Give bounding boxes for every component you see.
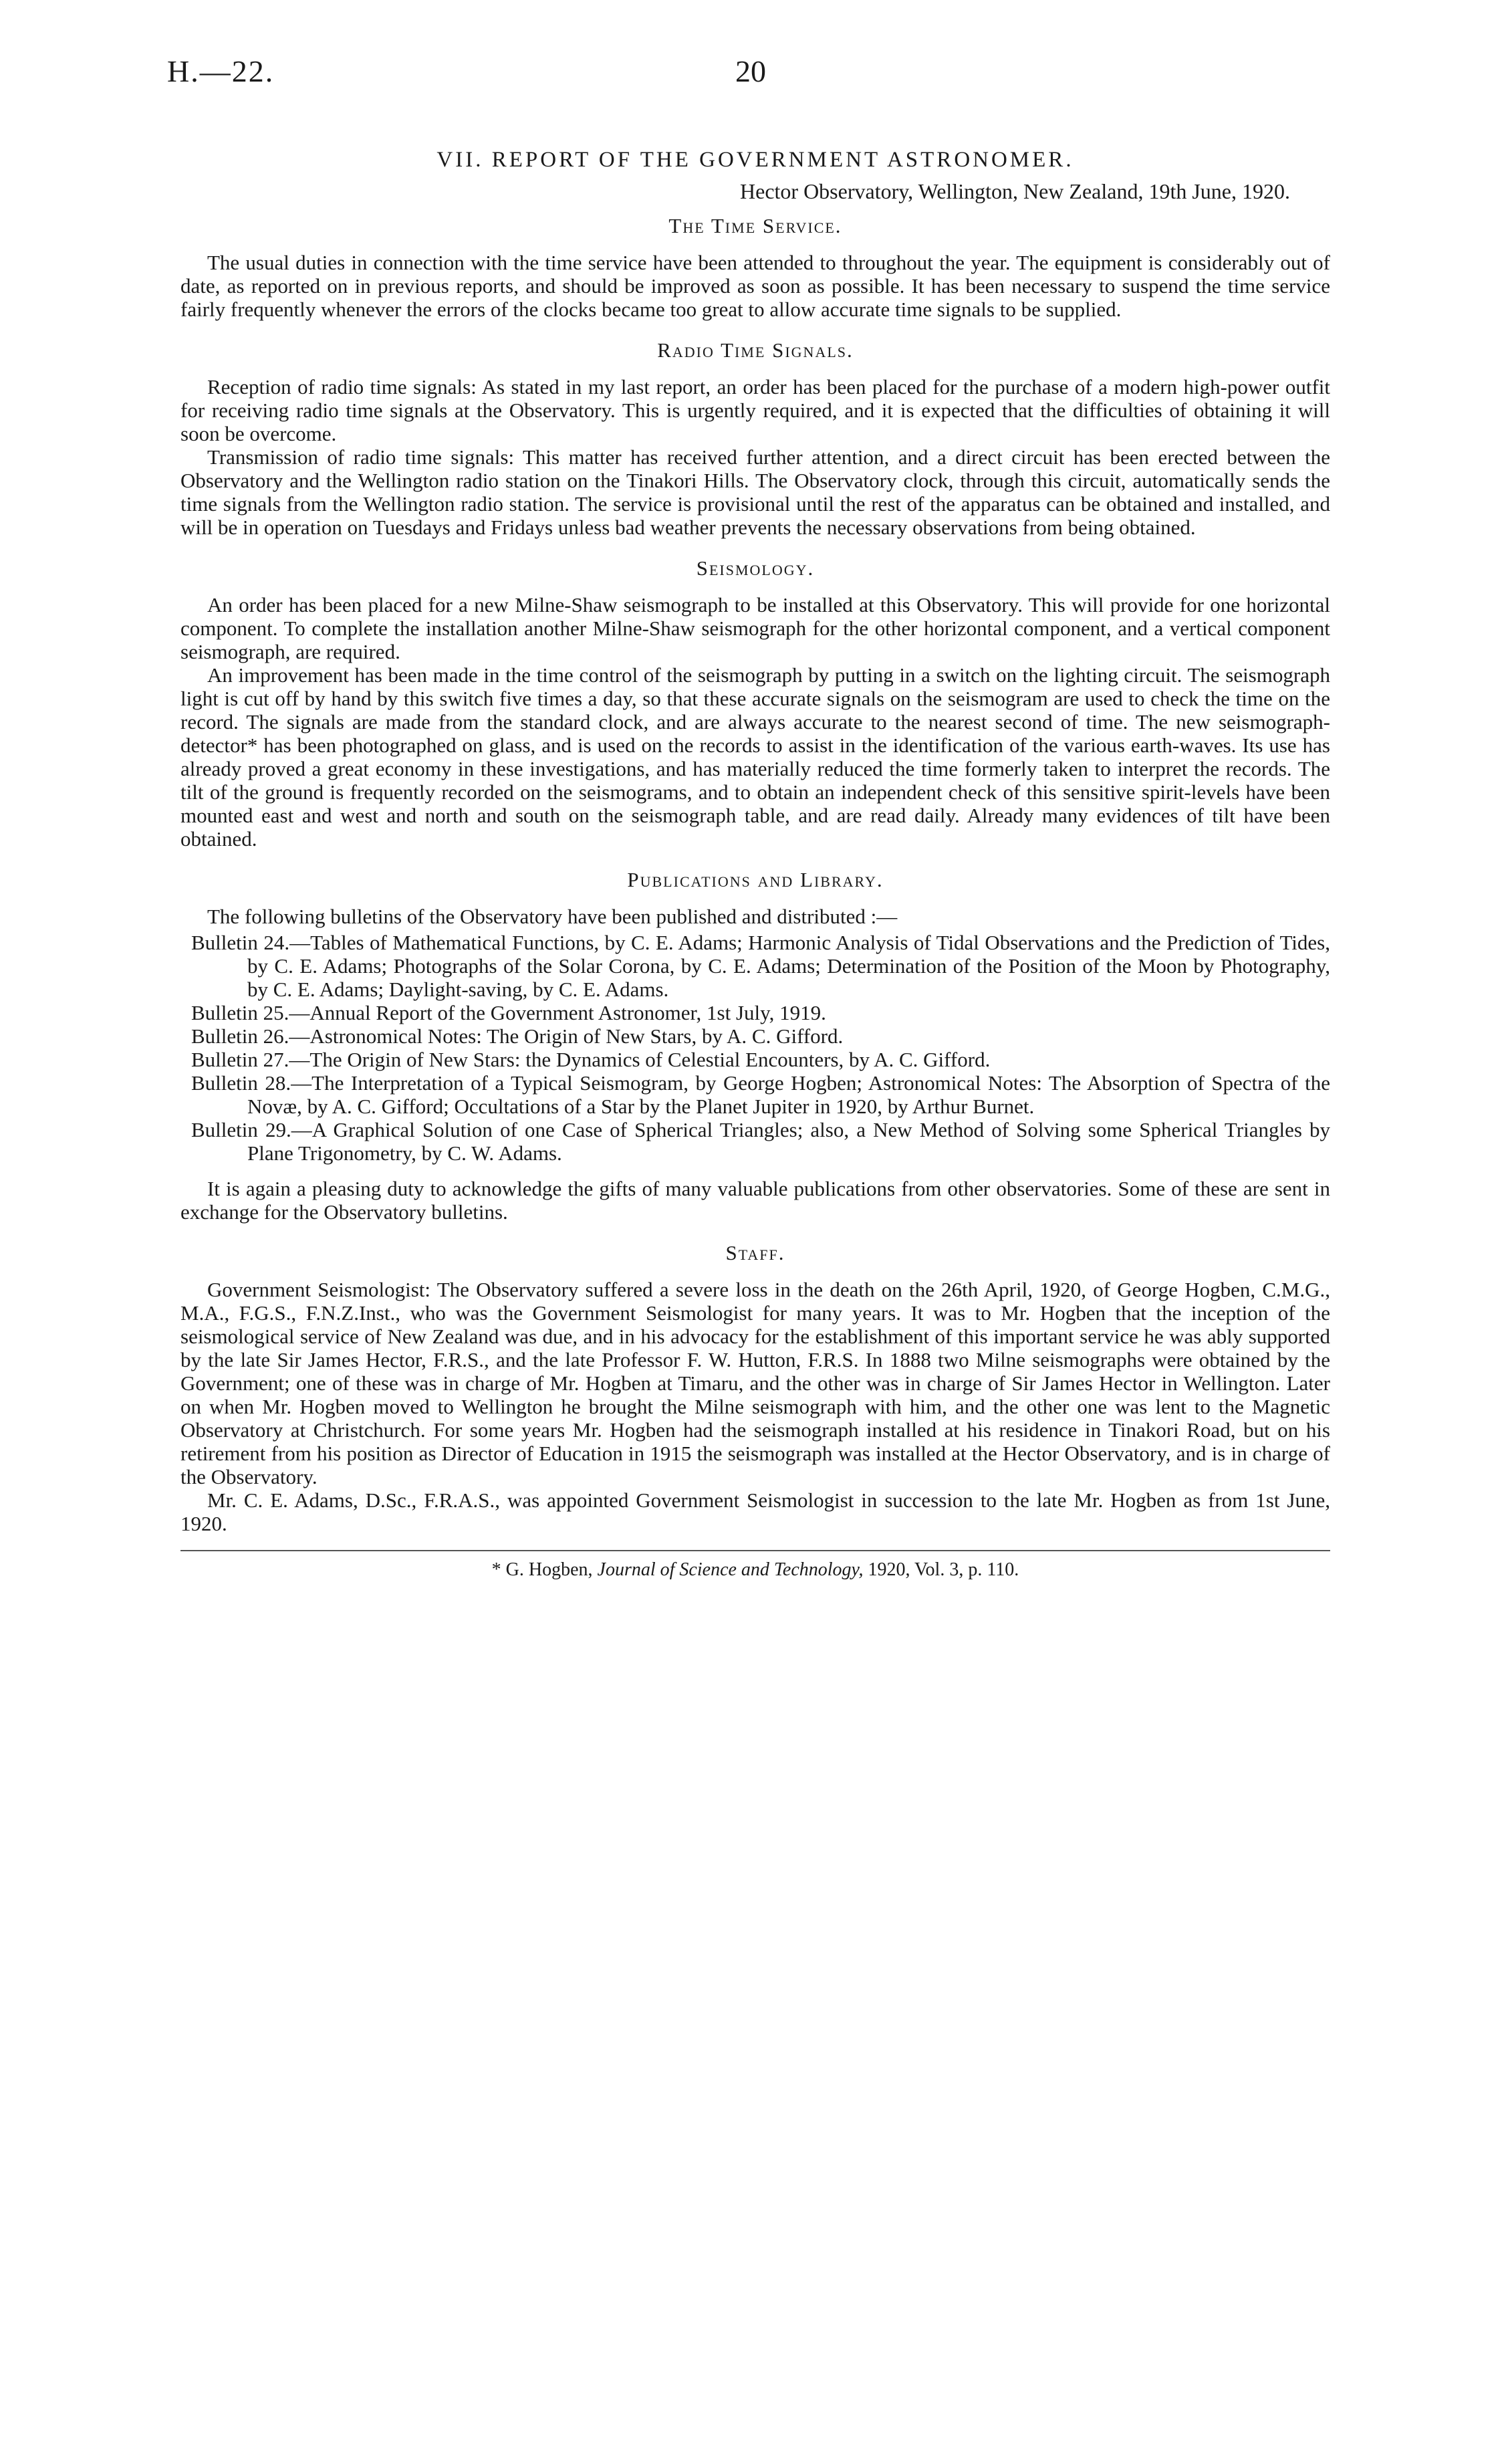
document-reference: H.—22. (167, 54, 275, 88)
heading-publications: Publications and Library. (627, 868, 884, 891)
bulletin-item: Bulletin 25.—Annual Report of the Government Astronomer, 1st July, 1919. (191, 1001, 826, 1024)
footnote (180, 1558, 1330, 1581)
heading-seismology: Seismology. (696, 556, 815, 580)
bulletin-item: Bulletin 27.—The Origin of New Stars: the Dynamics of Celestial Encounters, by A. C. Gifford. (191, 1048, 991, 1071)
time-service-paragraph: The usual duties in connection with the time service have been attended to throughout the year. The equipment is considerably out of date, as reported on in previous reports, and should be improved as soon as possible. It has been necessary to suspend the time service fairly frequently whenever the errors of the clocks became too great to allow accurate time signals to be supplied. (180, 251, 1330, 321)
footnote-suffix: 1920, Vol. 3, p. 110. (868, 1559, 1019, 1580)
footnote-journal: Journal of Science and Technology, (597, 1559, 864, 1580)
report-body (180, 148, 1330, 1581)
report-title: VII. REPORT OF THE GOVERNMENT ASTRONOMER. (436, 148, 1074, 172)
publications-closing: It is again a pleasing duty to acknowledge the gifts of many valuable publications from other observatories. Some of these are sent in exchange for the Observatory bulletins. (180, 1177, 1330, 1224)
staff-paragraph: Mr. C. E. Adams, D.Sc., F.R.A.S., was appointed Government Seismologist in succession to the late Mr. Hogben as from 1st June, 1920. (180, 1488, 1330, 1535)
bulletin-item: Bulletin 26.—Astronomical Notes: The Origin of New Stars, by A. C. Gifford. (191, 1024, 844, 1048)
bulletin-item: Bulletin 29.—A Graphical Solution of one Case of Spherical Triangles; also, a New Method of Solving some Spherical Triangles by Plane Trigonometry, by C. W. Adams. (191, 1118, 1330, 1165)
staff-paragraph: Government Seismologist: The Observatory suffered a severe loss in the death on the 26th April, 1920, of George Hogben, C.M.G., M.A., F.G.S., F.N.Z.Inst., who was the Government Seismologist for many years. It was to Mr. Hogben that the inception of the seismological service of New Zealand was due, and in his advocacy for the establishment of this important service he was ably supported by the late Sir James Hector, F.R.S., and the late Professor F. W. Hutton, F.R.S. In 1888 two Milne seismographs were obtained by the Government; one of these was in charge of Mr. Hogben at Timaru, and the other was in charge of Sir James Hector in Wellington. Later on when Mr. Hogben moved to Wellington he brought the Milne seismograph with him, and the other one was lent to the Magnetic Observatory at Christchurch. For some years Mr. Hogben had the seismograph installed at his residence in Tinakori Road, but on his retirement from his position as Director of Education in 1915 the seismograph was installed at the Hector Observatory, and is in charge of the Observatory. (180, 1278, 1330, 1488)
bulletin-item: Bulletin 24.—Tables of Mathematical Functions, by C. E. Adams; Harmonic Analysis of Tidal Observations and the Prediction of Tides, by C. E. Adams; Photographs of the Solar Corona, by C. E. Adams; Determination of the Position of the Moon by Photography, by C. E. Adams; Daylight-saving, by C. E. Adams. (191, 931, 1330, 1001)
seismology-paragraph: An order has been placed for a new Milne-Shaw seismograph to be installed at this Observatory. This will provide for one horizontal component. To complete the installation another Milne-Shaw seismograph for the other horizontal component, and a vertical component seismograph, are required. (180, 593, 1330, 663)
radio-reception-paragraph: Reception of radio time signals: As stated in my last report, an order has been placed for the purchase of a modern high-power outfit for receiving radio time signals at the Observatory. This is urgently required, and it is expected that the difficulties of obtaining it will soon be overcome. (180, 375, 1330, 445)
bulletin-list (180, 931, 1330, 1165)
bulletin-item: Bulletin 28.—The Interpretation of a Typical Seismogram, by George Hogben; Astronomical Notes: The Absorption of Spectra of the Novæ, by A. C. Gifford; Occultations of a Star by the Planet Jupiter in 1920, by Arthur Burnet. (191, 1071, 1330, 1118)
page-header (167, 53, 1370, 107)
footnote-prefix: * G. Hogben, (491, 1559, 593, 1580)
page-number: 20 (735, 54, 766, 88)
publications-intro: The following bulletins of the Observatory have been published and distributed :— (207, 905, 898, 928)
place-date-line: Hector Observatory, Wellington, New Zealand, 19th June, 1920. (740, 179, 1290, 203)
radio-transmission-paragraph: Transmission of radio time signals: This matter has received further attention, and a direct circuit has been erected between the Observatory and the Wellington radio station on the Tinakori Hills. The Observatory clock, through this circuit, automatically sends the time signals from the Wellington radio station. The service is provisional until the rest of the apparatus can be obtained and installed, and will be in operation on Tuesdays and Fridays unless bad weather prevents the necessary observations from being obtained. (180, 445, 1330, 539)
heading-time-service: The Time Service. (668, 214, 842, 237)
heading-radio-time-signals: Radio Time Signals. (657, 338, 854, 362)
seismology-paragraph: An improvement has been made in the time control of the seismograph by putting in a switch on the lighting circuit. The seismograph light is cut off by hand by this switch five times a day, so that these accurate signals on the seismogram are used to check the time on the record. The signals are made from the standard clock, and are always accurate to the nearest second of time. The new seismograph-detector* has been photographed on glass, and is used on the records to assist in the identification of the various earth-waves. Its use has already proved a great economy in these investigations, and has materially reduced the time formerly taken to interpret the records. The tilt of the ground is frequently recorded on the seismograms, and to obtain an independent check of this sensitive spirit-levels have been mounted east and west and north and south on the seismograph table, and are read daily. Already many evidences of tilt have been obtained. (180, 663, 1330, 851)
heading-staff: Staff. (725, 1241, 785, 1264)
footnote-divider (180, 1550, 1330, 1551)
